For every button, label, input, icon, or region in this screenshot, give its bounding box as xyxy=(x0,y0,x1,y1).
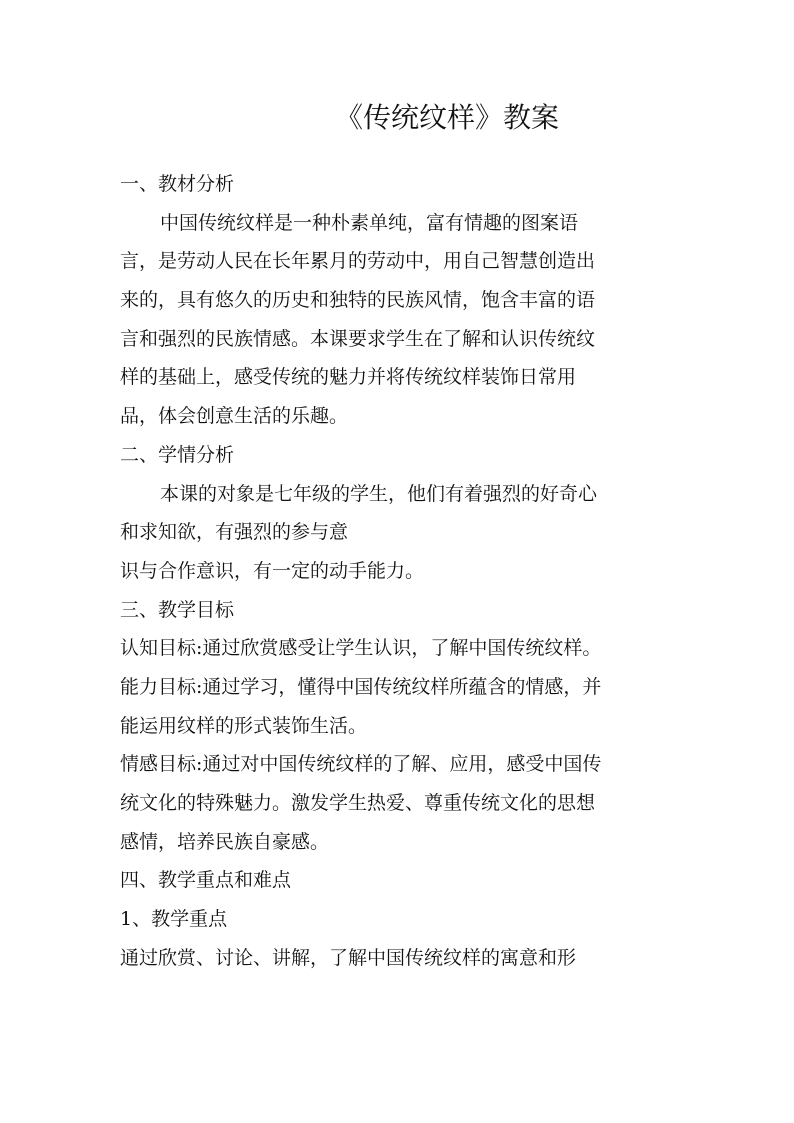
text-line: 统文化的特殊魅力。激发学生热爱、尊重传统文化的思想 xyxy=(120,792,596,814)
text-line: 1、教学重点 xyxy=(120,908,228,931)
document-body xyxy=(120,165,665,977)
text-line: 四、教学重点和难点 xyxy=(120,869,292,892)
text-line: 来的，具有悠久的历史和独特的民族风情，饱含丰富的语 xyxy=(120,289,596,312)
text-line: 二、学情分析 xyxy=(120,443,235,466)
text-line: 能力目标:通过学习，懂得中国传统纹样所蕴含的情感，并 xyxy=(120,675,602,698)
text-line: 和求知欲，有强烈的参与意 xyxy=(120,521,349,544)
text-line: 识与合作意识，有一定的动手能力。 xyxy=(120,559,425,582)
text-line: 品，体会创意生活的乐趣。 xyxy=(120,405,349,428)
text-line: 样的基础上，感受传统的魅力并将传统纹样装饰日常用 xyxy=(120,366,577,389)
text-line: 言，是劳动人民在长年累月的劳动中，用自己智慧创造出 xyxy=(120,250,596,273)
text-line: 通过欣赏、讨论、讲解，了解中国传统纹样的寓意和形 xyxy=(120,946,577,969)
text-line: 一、教材分析 xyxy=(120,173,235,195)
text-line: 三、教学目标 xyxy=(120,598,235,621)
text-line: 认知目标:通过欣赏感受让学生认识，了解中国传统纹样。 xyxy=(120,637,602,660)
text-line: 言和强烈的民族情感。本课要求学生在了解和认识传统纹 xyxy=(120,327,596,350)
document-title: 《传统纹样》教案 xyxy=(334,101,559,134)
text-line: 情感目标:通过对中国传统纹样的了解、应用，感受中国传 xyxy=(120,753,602,776)
text-line: 本课的对象是七年级的学生，他们有着强烈的好奇心 xyxy=(160,482,598,505)
text-line: 感情，培养民族自豪感。 xyxy=(120,830,330,853)
text-line: 中国传统纹样是一种朴素单纯，富有情趣的图案语 xyxy=(160,211,579,234)
text-line: 能运用纹样的形式装饰生活。 xyxy=(120,714,368,737)
